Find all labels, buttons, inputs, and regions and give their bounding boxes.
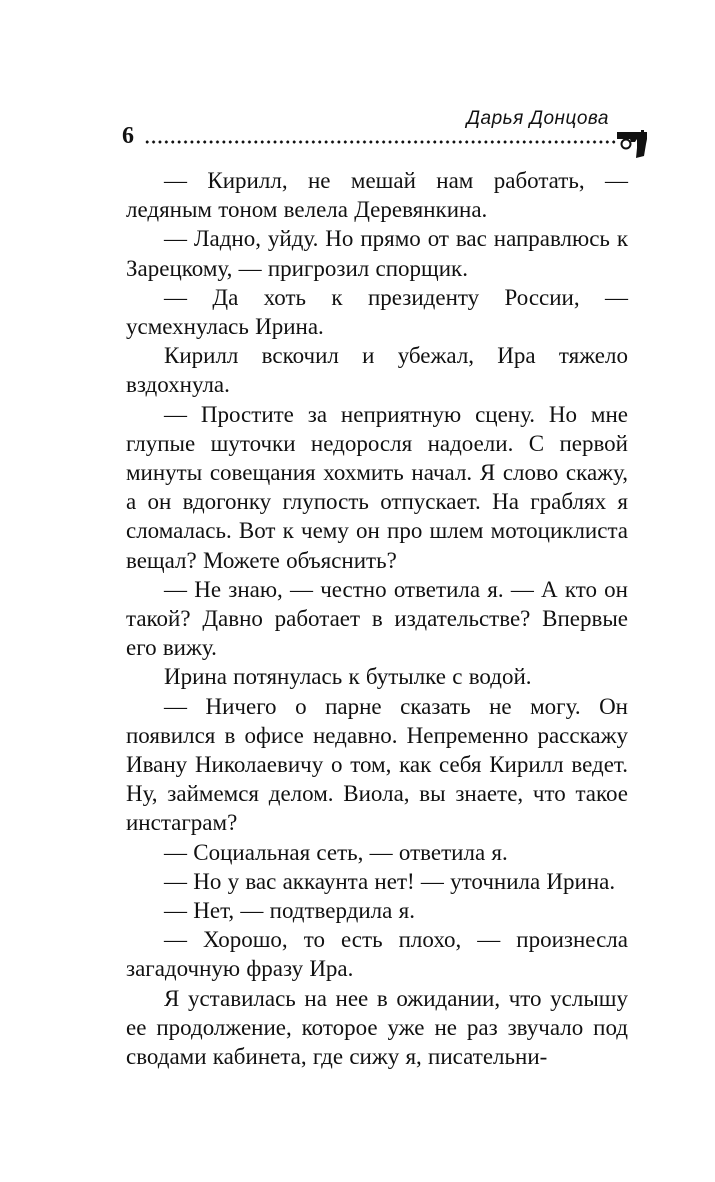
paragraph: — Кирилл, не мешай нам работать, — ледяным тоном велела Деревянкина. — [126, 168, 628, 223]
paragraph: — Простите за неприятную сцену. Но мне глупые шуточки недоросля надоели. С первой минуты совещания хохмить начал. Я слово скажу, а он вдогонку глупость отпускает. На граблях я сломалась. Вот к чему он про шлем мотоциклиста вещал? Можете объяснить? — [126, 401, 628, 573]
paragraph: Ирина потянулась к бутылке с водой. — [164, 664, 532, 690]
paragraph: — Хорошо, то есть плохо, — произнесла загадочную фразу Ира. — [126, 927, 628, 982]
paragraph: — Нет, — подтвердила я. — [164, 898, 415, 924]
revolver-icon — [617, 130, 647, 158]
body-text — [126, 166, 628, 1071]
paragraph: — Но у вас аккаунта нет! — уточнила Ирина. — [164, 868, 616, 894]
paragraph: — Да хоть к президенту России, — усмехнулась Ирина. — [126, 284, 628, 340]
paragraph: Я уставилась на нее в ожидании, что услышу ее продолжение, которое уже не раз звучало под сводами кабинета, где сижу я, писательни- — [126, 985, 628, 1070]
paragraph: — Социальная сеть, — ответила я. — [164, 839, 508, 865]
paragraph: Кирилл вскочил и убежал, Ира тяжело вздохнула. — [126, 343, 628, 398]
page-number: 6 — [122, 123, 134, 149]
paragraph: — Не знаю, — честно ответила я. — А кто он такой? Давно работает в издательстве? Впервые его вижу. — [126, 576, 628, 661]
running-header — [122, 108, 647, 160]
dotted-rule — [144, 140, 616, 144]
paragraph: — Ладно, уйду. Но прямо от вас направлюсь к Зарецкому, — пригрозил спорщик. — [126, 226, 628, 281]
author-name: Дарья Донцова — [466, 108, 609, 129]
paragraph: — Ничего о парне сказать не могу. Он появился в офисе недавно. Непременно расскажу Ивану Николаевичу о том, как себя Кирилл ведет. Ну, займемся делом. Виола, вы знаете, что такое инстаграм? — [126, 693, 628, 836]
